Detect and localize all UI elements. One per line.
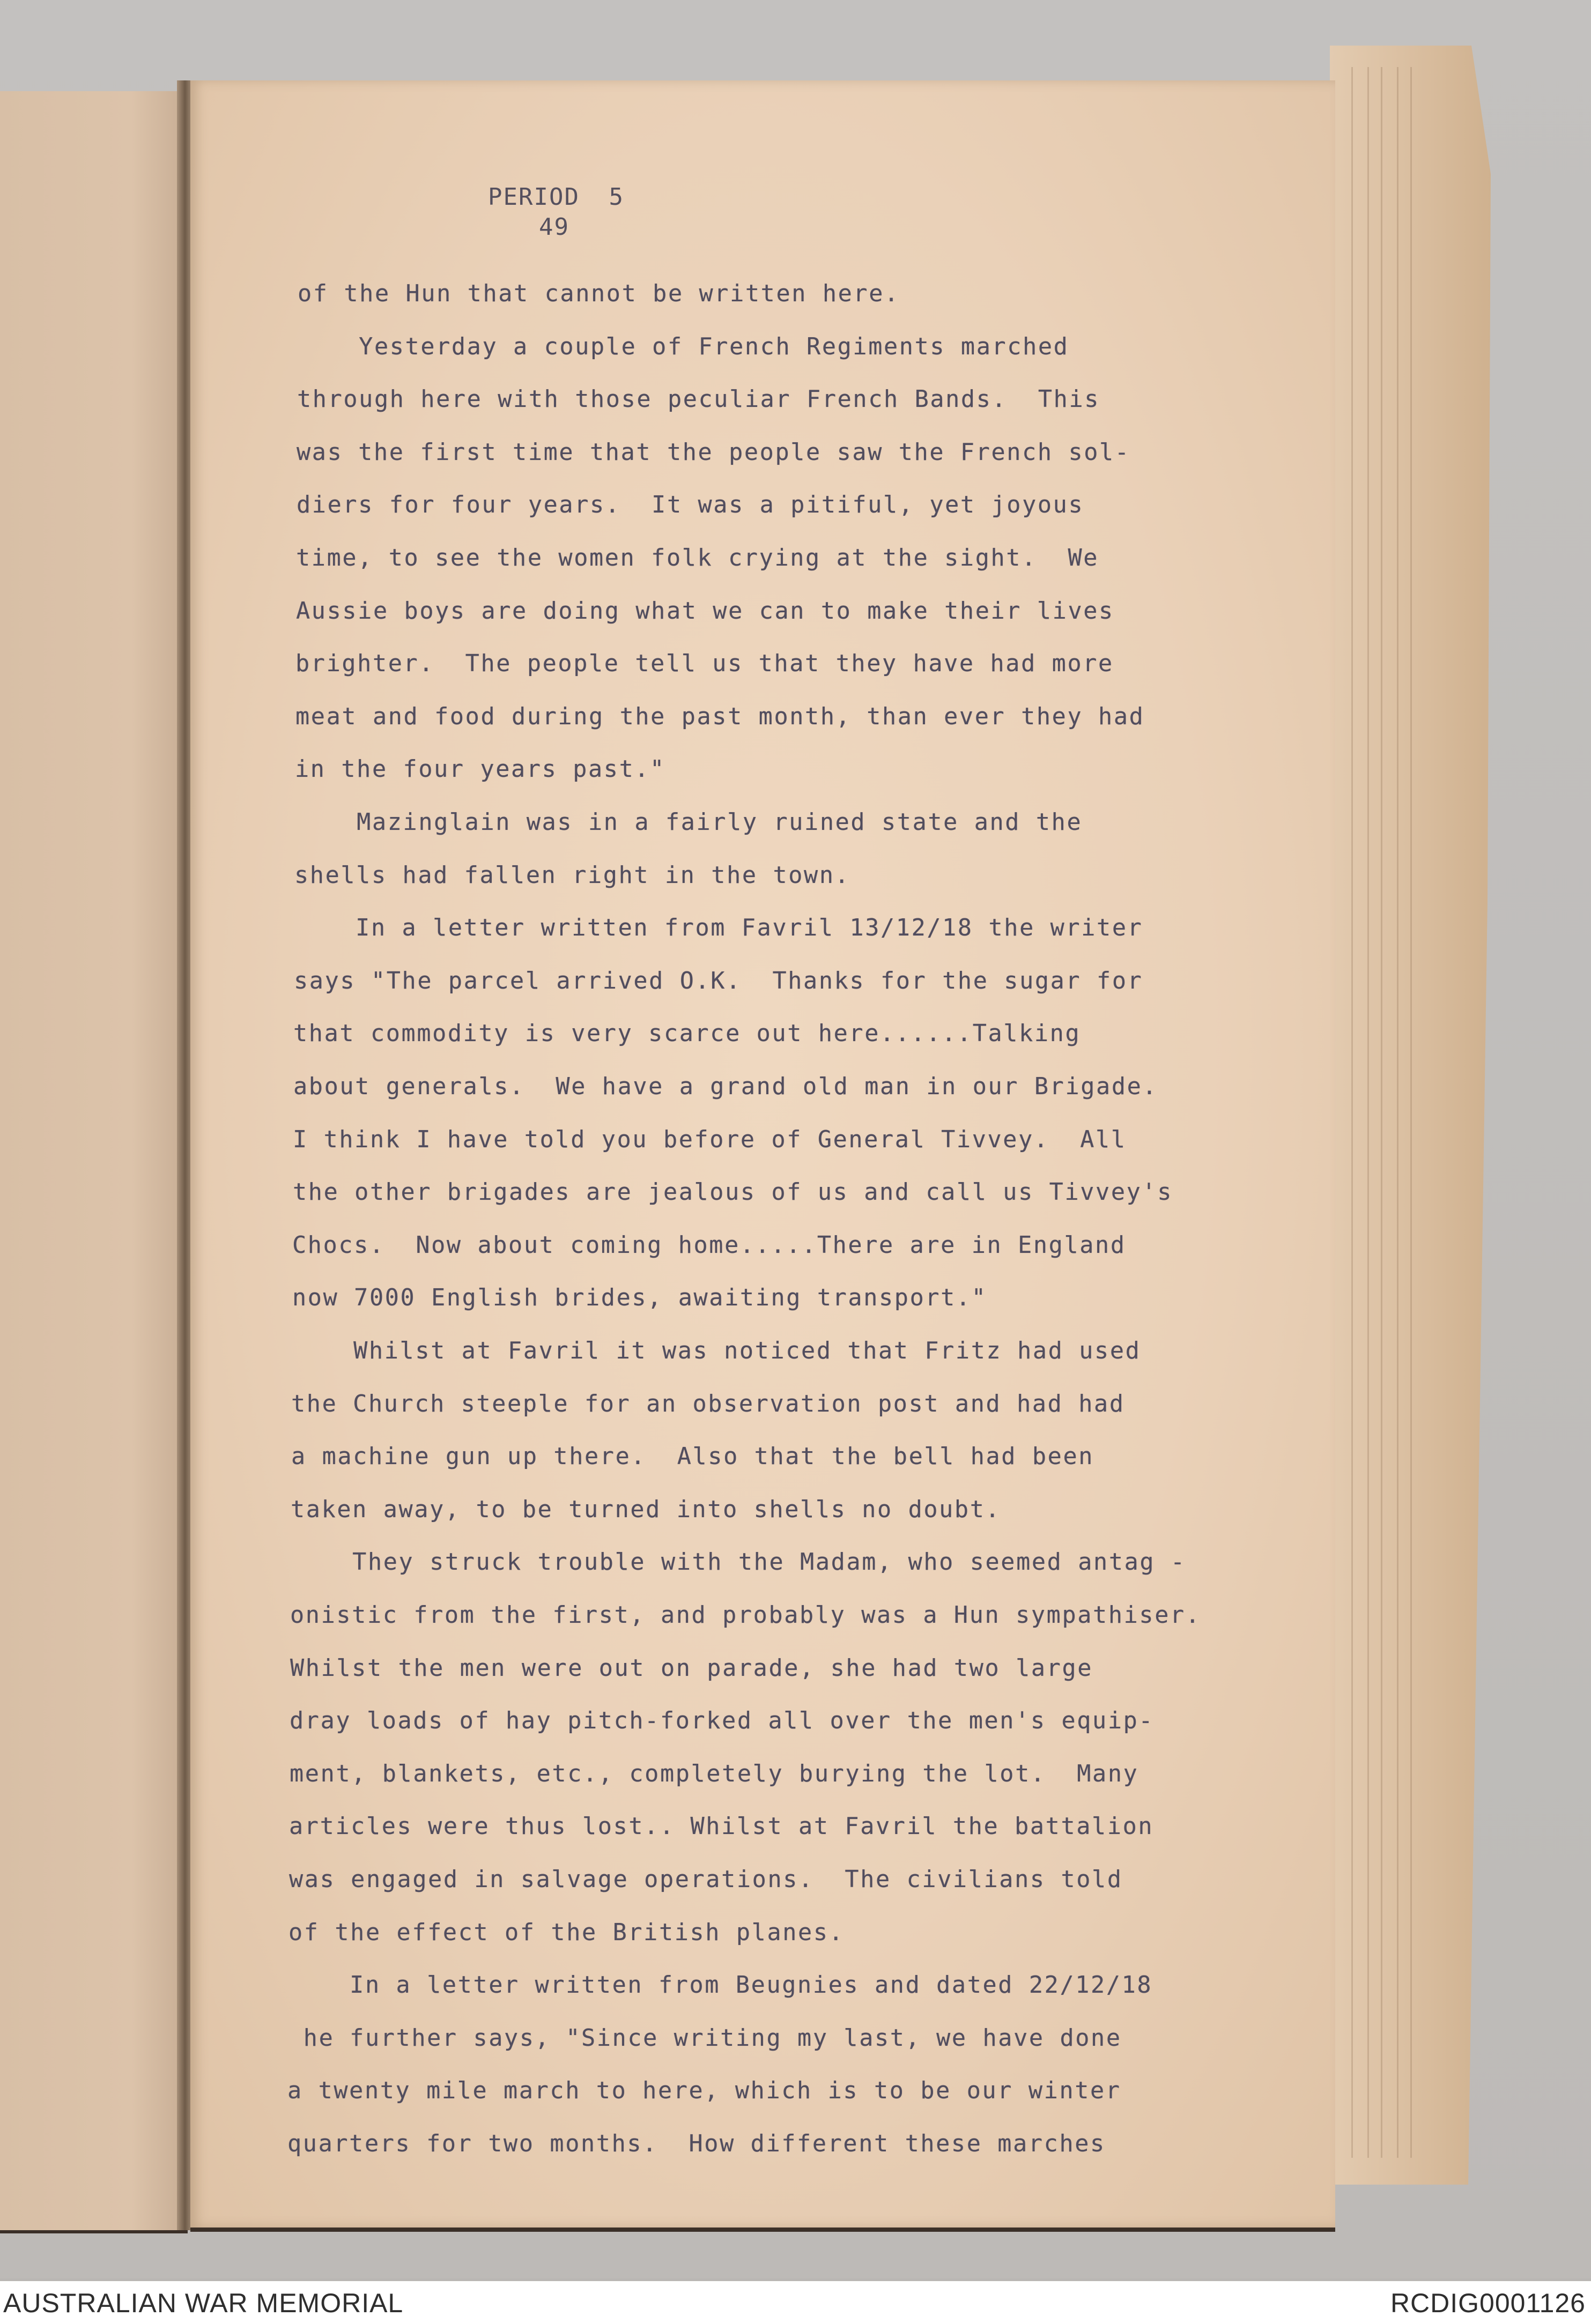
text-line: was engaged in salvage operations. The civilians told: [289, 1866, 1123, 1893]
text-line: time, to see the women folk crying at the sight. We: [296, 545, 1099, 571]
text-line: about generals. We have a grand old man in our Brigade.: [293, 1073, 1158, 1100]
text-line: of the effect of the British planes.: [288, 1919, 845, 1946]
text-line: ment, blankets, etc., completely burying the lot. Many: [290, 1761, 1139, 1787]
page-header: [488, 182, 702, 242]
text-line: They struck trouble with the Madam, who seemed antag -: [291, 1549, 1186, 1576]
text-line: Aussie boys are doing what we can to make their lives: [296, 598, 1114, 625]
text-line: that commodity is very scarce out here......Talking: [293, 1020, 1081, 1047]
text-line: quarters for two months. How different these marches: [287, 2130, 1106, 2157]
text-line: taken away, to be turned into shells no doubt.: [291, 1496, 1001, 1523]
text-line: articles were thus lost.. Whilst at Favril the battalion: [289, 1813, 1154, 1840]
text-line: through here with those peculiar French Bands. This: [297, 386, 1100, 413]
text-line: he further says, "Since writing my last, we have done: [288, 2025, 1122, 2052]
text-line: shells had fallen right in the town.: [294, 862, 850, 889]
text-line: in the four years past.": [295, 756, 665, 783]
institution-name: AUSTRALIAN WAR MEMORIAL: [3, 2288, 404, 2318]
text-line: a machine gun up there. Also that the bell had been: [291, 1443, 1094, 1470]
text-line: In a letter written from Beugnies and dated 22/12/18: [288, 1972, 1153, 1999]
text-line: onistic from the first, and probably was a Hun sympathiser.: [290, 1602, 1201, 1629]
period-label: PERIOD: [488, 183, 580, 211]
record-id: RCDIG0001126: [1390, 2288, 1586, 2318]
text-line: now 7000 English brides, awaiting transport.": [292, 1284, 987, 1311]
text-line: Yesterday a couple of French Regiments marched: [297, 333, 1069, 360]
text-line: the other brigades are jealous of us and call us Tivvey's: [293, 1179, 1173, 1206]
text-line: Chocs. Now about coming home.....There are in England: [292, 1232, 1126, 1259]
page-number: 49: [539, 213, 569, 241]
text-line: dray loads of hay pitch-forked all over the men's equip-: [290, 1707, 1155, 1734]
text-line: says "The parcel arrived O.K. Thanks for the sugar for: [294, 968, 1143, 994]
text-line: Mazinglain was in a fairly ruined state and the: [295, 809, 1083, 836]
text-line: was the first time that the people saw the French sol-: [297, 439, 1130, 466]
text-line: the Church steeple for an observation post and had had: [291, 1391, 1125, 1417]
text-line: In a letter written from Favril 13/12/18 the writer: [294, 915, 1143, 941]
text-line: meat and food during the past month, than ever they had: [295, 703, 1145, 730]
text-line: brighter. The people tell us that they have had more: [295, 650, 1114, 677]
page-stack-edge: [1330, 46, 1491, 2185]
text-line: Whilst at Favril it was noticed that Fritz had used: [292, 1338, 1141, 1364]
period-number: 5: [609, 183, 624, 211]
text-line: diers for four years. It was a pitiful, yet joyous: [297, 492, 1084, 518]
text-line: Whilst the men were out on parade, she had two large: [290, 1655, 1093, 1682]
archive-footer: [0, 2281, 1591, 2324]
text-line: I think I have told you before of General Tivvey. All: [293, 1126, 1127, 1153]
left-facing-page: [0, 91, 188, 2233]
text-line: of the Hun that cannot be written here.: [298, 280, 900, 307]
text-line: a twenty mile march to here, which is to be our winter: [287, 2077, 1121, 2104]
